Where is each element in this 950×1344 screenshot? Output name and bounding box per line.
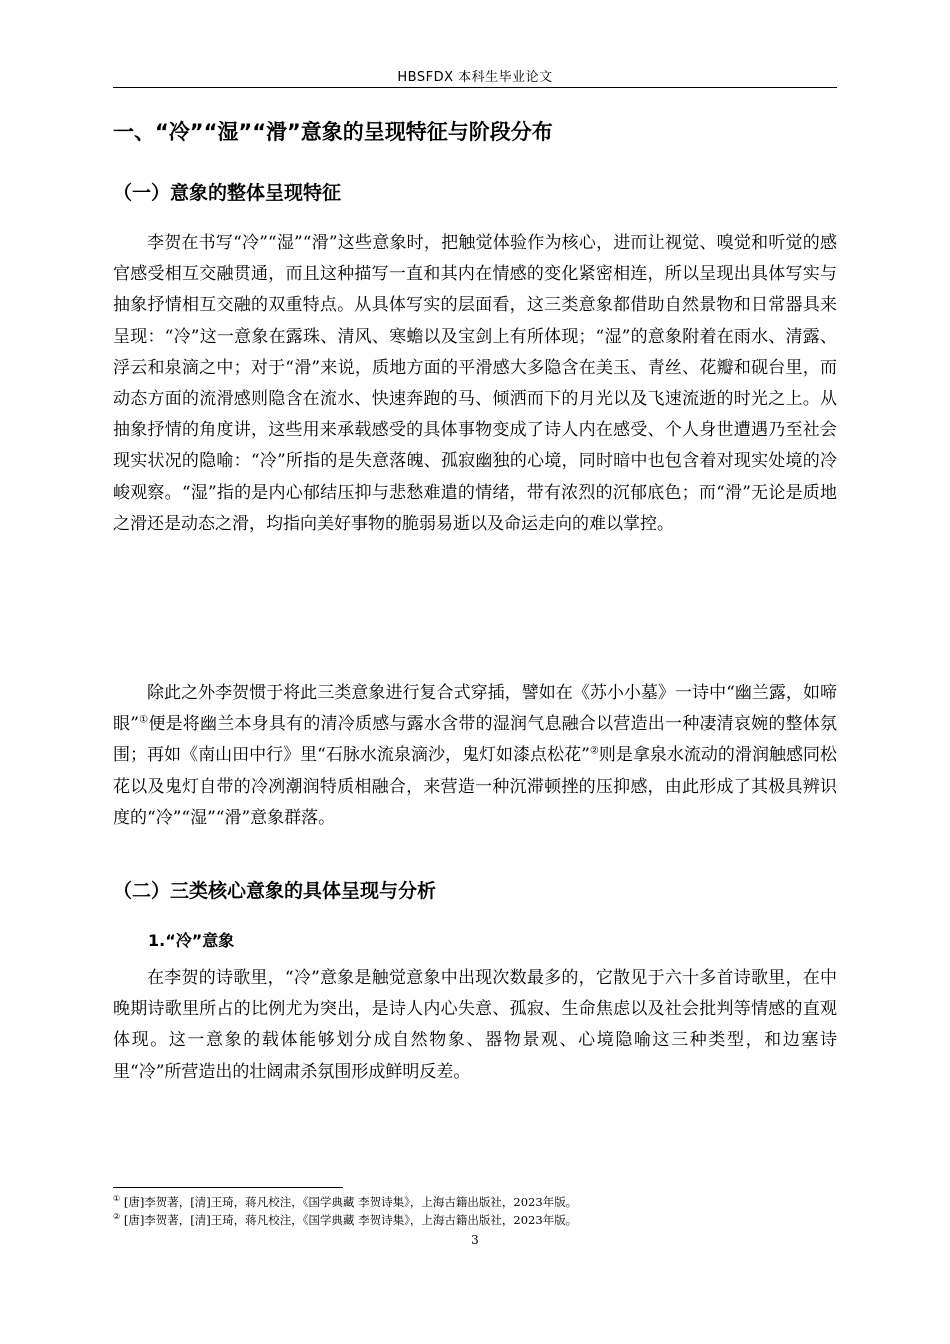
footnote-2 [113, 1212, 837, 1228]
body-paragraph-1: 李贺在书写“冷”“湿”“滑”这些意象时，把触觉体验作为核心，进而让视觉、嗅觉和听觉的感官感受相互交融贯通，而且这种描写一直和其内在情感的变化紧密相连，所以呈现出具体写实与抽象抒情相互交融的双重特点。从具体写实的层面看，这三类意象都借助自然景物和日常器具来呈现：“冷”这一意象在露珠、清风、寒蟾以及宝剑上有所体现；“湿”的意象附着在雨水、清露、浮云和泉滴之中；对于“滑”来说，质地方面的平滑感大多隐含在美玉、青丝、花瓣和砚台里，而动态方面的流滑感则隐含在流水、快速奔跑的马、倾洒而下的月光以及飞速流逝的时光之上。从抽象抒情的角度讲，这些用来承载感受的具体事物变成了诗人内在感受、个人身世遭遇乃至社会现实状况的隐喻：“冷”所指的是失意落魄、孤寂幽独的心境，同时暗中也包含着对现实处境的冷峻观察。“湿”指的是内心郁结压抑与悲愁难遣的情绪，带有浓烈的沉郁底色；而“滑”无论是质地之滑还是动态之滑，均指向美好事物的脆弱易逝以及命运走向的难以掌控。 [113, 233, 837, 534]
paragraph-2-text-c: 则是拿泉水流动的滑润触感同松花以及鬼灯自带的冷冽潮润特质相融合，来营造一种沉滞顿挫的压抑感，由此形成了其极具辨识度的“冷”“湿”“滑”意象群落。 [113, 745, 838, 828]
body-paragraph-2 [113, 678, 837, 834]
section-title: 一、“冷”“湿”“滑”意象的呈现特征与阶段分布 [113, 120, 553, 144]
running-header: HBSFDX 本科生毕业论文 [397, 70, 553, 85]
paragraph-2-text-a: 除此之外李贺惯于将此三类意象进行复合式穿插，譬如在《苏小小墓》一诗中“幽兰露，如啼眼” [113, 683, 837, 735]
body-paragraph-3: 在李贺的诗歌里，“冷”意象是触觉意象中出现次数最多的，它散见于六十多首诗歌里，在中晚期诗歌里所占的比例尤为突出，是诗人内心失意、孤寂、生命焦虑以及社会批判等情感的直观体现。这一意象的载体能够划分成自然物象、器物景观、心境隐喻这三种类型，和边塞诗里“冷”所营造出的壮阔肃杀氛围形成鲜明反差。 [113, 968, 837, 1082]
footnote-rule [113, 1187, 343, 1188]
subsection-title-1: （一）意象的整体呈现特征 [113, 182, 342, 204]
header-rule [113, 87, 837, 88]
footnote-ref-1[interactable]: ① [138, 714, 149, 726]
subsection-title-2: （二）三类核心意象的具体呈现与分析 [113, 880, 437, 902]
item-title-cold: 1.“冷”意象 [148, 931, 235, 950]
footnote-mark-2: ② [113, 1212, 121, 1222]
footnote-text-2: [唐]李贺著，[清]王琦，蒋凡校注，《国学典藏 李贺诗集》，上海古籍出版社，2023年版。 [123, 1213, 578, 1227]
footnote-mark-1: ① [113, 1194, 121, 1204]
footnote-1 [113, 1194, 837, 1210]
paragraph-2-text-b: 便是将幽兰本身具有的清冷质感与露水含带的湿润气息融合以营造出一种凄清哀婉的整体氛围；再如《南山田中行》里“石脉水流泉滴沙，鬼灯如漆点松花” [113, 714, 838, 766]
page-number: 3 [471, 1233, 479, 1247]
footnote-ref-2[interactable]: ② [589, 745, 599, 757]
footnote-text-1: [唐]李贺著，[清]王琦，蒋凡校注，《国学典藏 李贺诗集》，上海古籍出版社，2023年版。 [123, 1195, 578, 1209]
